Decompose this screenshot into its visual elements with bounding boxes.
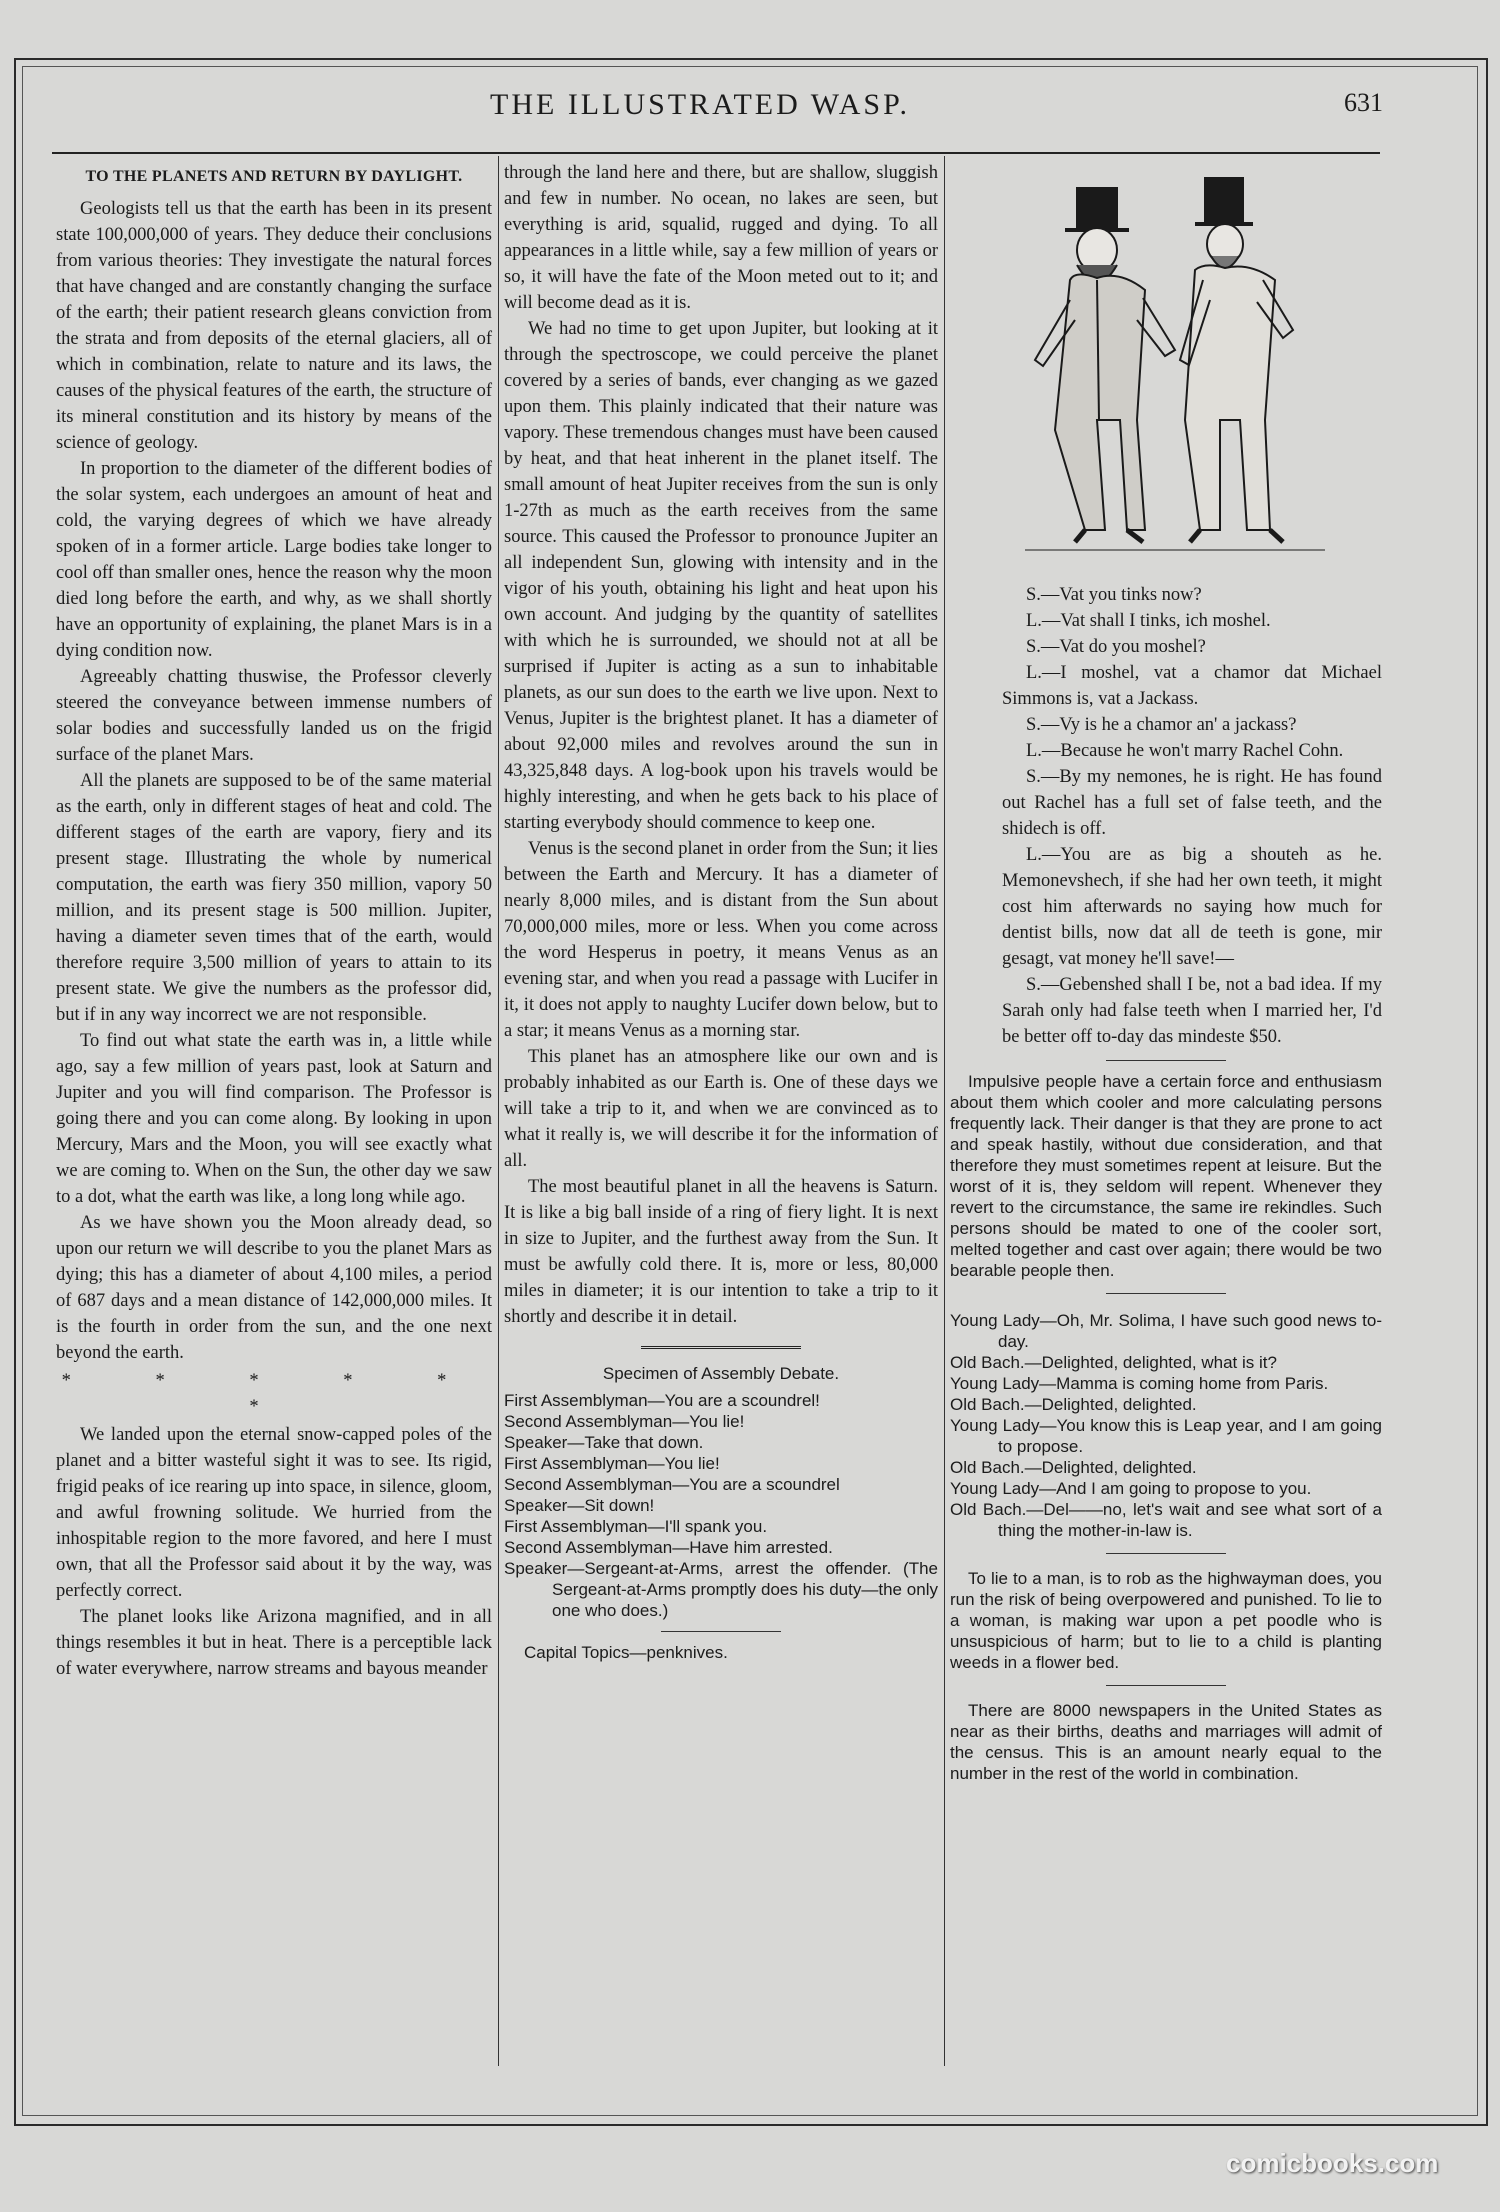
dialogue-line: First Assemblyman—I'll spank you. <box>504 1517 768 1536</box>
column-2 <box>504 160 938 1663</box>
dialogue-line: Second Assemblyman—Have him arrested. <box>504 1538 833 1557</box>
dialogue-line: S.—Vat do you moshel? <box>1026 637 1206 657</box>
dialogue-line: Speaker—Sergeant-at-Arms, arrest the offender. (The Sergeant-at-Arms promptly does his duty—the only one who does.) <box>504 1559 938 1620</box>
newspapers-paragraph <box>950 1700 1382 1784</box>
paragraph: To lie to a man, is to rob as the highwayman does, you run the risk of being overpowered and punished. To lie to a woman, is making war upon a pet poodle who is unsuspicious of harm; but to lie to a child is planting weeds in a flower bed. <box>950 1569 1382 1672</box>
dialogue-line: L.—I moshel, vat a chamor dat Michael Simmons is, vat a Jackass. <box>1002 663 1382 709</box>
paragraph: Geologists tell us that the earth has been in its present state 100,000,000 of years. They deduce their conclusions from various theories: They investigate the natural forces that have changed and are constantly changing the surface of the earth; their patient research gleans conviction from the strata and from deposits of the eternal glaciers, all of which in combination, relate to nature and its laws, the causes of the physical features of the earth, the structure of its mineral constitution and its history by means of the science of geology. <box>56 199 492 453</box>
column-3 <box>950 582 1382 1784</box>
divider <box>1106 1293 1226 1294</box>
assembly-debate <box>504 1390 938 1621</box>
dialogue-line: First Assemblyman—You lie! <box>504 1454 720 1473</box>
dialogue-line: S.—Gebenshed shall I be, not a bad idea. If my Sarah only had false teeth when I married her, I'd be better off to-day das mindeste $50. <box>1002 975 1382 1047</box>
paragraph: through the land here and there, but are shallow, sluggish and few in number. No ocean, no lakes are seen, but everything is arid, squalid, rugged and dying. To all appearances in a little while, say a few million of years or so, it will have the fate of the Moon meted out to it; and will become dead as it is. <box>504 163 938 313</box>
divider <box>1106 1060 1226 1061</box>
dialogue-line: S.—By my nemones, he is right. He has found out Rachel has a full set of false teeth, and the shidech is off. <box>1002 767 1382 839</box>
section-break: * * * * * * <box>61 1371 487 1417</box>
young-lady-dialogue <box>950 1310 1382 1541</box>
dialogue-line: Young Lady—Oh, Mr. Solima, I have such good news to-day. <box>950 1311 1382 1351</box>
watermark: comicbooks.com <box>1226 2148 1439 2178</box>
column-rule <box>944 156 945 2066</box>
paragraph: In proportion to the diameter of the different bodies of the solar system, each undergoes an amount of heat and cold, the varying degrees of which we have already spoken of in a former article. Large bodies take longer to cool off than smaller ones, hence the reason why the moon died long before the earth, and why, as we shall shortly have an opportunity of explaining, the planet Mars is in a dying condition now. <box>56 459 492 661</box>
divider <box>641 1346 801 1349</box>
dialogue-line: Old Bach.—Delighted, delighted. <box>950 1458 1197 1477</box>
paragraph: The planet looks like Arizona magnified, and in all things resembles it but in heat. There is a perceptible lack of water everywhere, narrow streams and bayous meander <box>56 1607 492 1679</box>
paragraph: The most beautiful planet in all the heavens is Saturn. It is like a big ball inside of a ring of fiery light. It is next in size to Jupiter, and the furthest away from the Sun. It must be awfully cold there. It is, more or less, 80,000 miles in diameter; it is our intention to take a trip to it shortly and describe it in detail. <box>504 1177 938 1327</box>
paragraph: All the planets are supposed to be of the same material as the earth, only in different stages of heat and cold. The different stages of the earth are vapory, fiery and its present stage. Illustrating the whole by numerical computation, the earth was fiery 350 million, vapory 50 million, and its present stage is 500 million. Jupiter, having a diameter seven times that of the earth, would therefore require 3,500 million of years to attain to its present state. We give the numbers as the professor did, but if in any way incorrect we are not responsible. <box>56 771 492 1025</box>
dialogue-line: First Assemblyman—You are a scoundrel! <box>504 1391 820 1410</box>
paragraph: As we have shown you the Moon already dead, so upon our return we will describe to you the planet Mars as dying; this has a diameter of about 4,100 miles, a period of 687 days and a mean distance of 142,000,000 miles. It is the fourth in order from the sun, and the one next beyond the earth. <box>56 1213 492 1363</box>
dialogue-line: S.—Vy is he a chamor an' a jackass? <box>1026 715 1297 735</box>
dialogue-line: S.—Vat you tinks now? <box>1026 585 1202 605</box>
paragraph: We had no time to get upon Jupiter, but looking at it through the spectroscope, we could perceive the planet covered by a series of bands, ever changing as we gazed upon them. This plainly indicated that their nature was vapory. These tremendous changes must have been caused by heat, and that heat inherent in the planet itself. The small amount of heat Jupiter receives from the sun is only 1-27th as much as the earth receives from the same source. This caused the Professor to pronounce Jupiter an all independent Sun, glowing with intensity and in the vigor of his youth, obtaining his light and heat upon his own account. And judging by the quantity of satellites with which he is surrounded, we should not at all be surprised if Jupiter is acting as a sun to inhabitable planets, as our sun does to the earth we live upon. Next to Venus, Jupiter is the brightest planet. It has a diameter of about 92,000 miles and revolves around the sun in 43,325,848 days. A log-book upon his travels would be highly interesting, and when he gets back to his place of starting everybody should commence to keep one. <box>504 319 938 833</box>
dialogue-line: Second Assemblyman—You lie! <box>504 1412 745 1431</box>
paragraph: Venus is the second planet in order from the Sun; it lies between the Earth and Mercury. It has a diameter of nearly 8,000 miles, and is distant from the Sun about 70,000,000 miles, more or less. When you come across the word Hesperus in poetry, it means Venus as an evening star, and when you read a passage with Lucifer in it, it does not apply to naughty Lucifer down below, but to a star; it means Venus as a morning star. <box>504 839 938 1041</box>
dialogue-section <box>950 582 1382 1050</box>
paragraph: There are 8000 newspapers in the United States as near as their births, deaths and marriages will admit of the census. This is an amount nearly equal to the number in the rest of the world in combination. <box>950 1701 1382 1783</box>
column-rule <box>498 156 499 2066</box>
divider <box>1106 1685 1226 1686</box>
divider <box>1106 1553 1226 1554</box>
paragraph: This planet has an atmosphere like our own and is probably inhabited as our Earth is. One of these days we will take a trip to it, and when we are convinced as to what it really is, we will describe it for the information of all. <box>504 1047 938 1171</box>
masthead: THE ILLUSTRATED WASP. <box>490 88 910 121</box>
dialogue-line: Old Bach.—Delighted, delighted. <box>950 1395 1197 1414</box>
dialogue-line: L.—You are as big a shouteh as he. Memonevshech, if she had her own teeth, it might cost him afterwards no saying how much for dentist bills, now dat all de teeth is gone, mir gesagt, vat money he'll save!— <box>1002 845 1382 969</box>
paragraph: Agreeably chatting thuswise, the Professor cleverly steered the conveyance between immense numbers of solar bodies and successfully landed us on the frigid surface of the planet Mars. <box>56 667 492 765</box>
dialogue-line: Speaker—Take that down. <box>504 1433 704 1452</box>
section-title: Specimen of Assembly Debate. <box>602 1364 840 1383</box>
header-rule <box>52 152 1380 154</box>
dialogue-line: Speaker—Sit down! <box>504 1496 655 1515</box>
dialogue-line: Young Lady—Mamma is coming home from Paris. <box>950 1374 1329 1393</box>
capital-topics: Capital Topics—penknives. <box>524 1643 728 1662</box>
lie-paragraph <box>950 1568 1382 1673</box>
article-title: TO THE PLANETS AND RETURN BY DAYLIGHT. <box>85 168 463 185</box>
paragraph: To find out what state the earth was in, a little while ago, say a few million of years past, look at Saturn and Jupiter and you will find comparison. The Professor is going there and you can come along. By looking in upon Mercury, Mars and the Moon, you will see exactly what we are coming to. When on the Sun, the other day we saw to a dot, what the earth was like, a long long while ago. <box>56 1031 492 1207</box>
paragraph: Impulsive people have a certain force and enthusiasm about them which cooler and more calculating persons frequently lack. Their danger is that they are prone to act and speak hastily, without due consideration, and that therefore they must sometimes repent at leisure. But the worst of it is, they seldom will repent. Whenever they revert to the circumstance, the same ire rekindles. Such persons should be mated to one of the cooler sort, melted together and cast over again; there would be two bearable people then. <box>950 1072 1382 1280</box>
dialogue-line: Second Assemblyman—You are a scoundrel <box>504 1475 840 1494</box>
dialogue-line: L.—Vat shall I tinks, ich moshel. <box>1026 611 1271 631</box>
dialogue-line: Young Lady—And I am going to propose to you. <box>950 1479 1312 1498</box>
dialogue-line: L.—Because he won't marry Rachel Cohn. <box>1026 741 1344 761</box>
divider <box>661 1631 781 1632</box>
page-number: 631 <box>1344 88 1383 117</box>
dialogue-line: Old Bach.—Delighted, delighted, what is it? <box>950 1353 1277 1372</box>
impulsive-people <box>950 1071 1382 1281</box>
cartoon-two-men-illustration <box>1025 170 1325 565</box>
column-1 <box>56 160 492 1682</box>
paragraph: We landed upon the eternal snow-capped poles of the planet and a bitter wasteful sight it was to see. Its rigid, frigid peaks of ice rearing up into space, in silence, gloom, and awful frowning solitude. We hurried from the inhospitable region to the more favored, and here I must own, that all the Professor said about it by the way, was perfectly correct. <box>56 1425 492 1601</box>
dialogue-line: Young Lady—You know this is Leap year, and I am going to propose. <box>950 1416 1382 1456</box>
dialogue-line: Old Bach.—Del——no, let's wait and see what sort of a thing the mother-in-law is. <box>950 1500 1382 1540</box>
